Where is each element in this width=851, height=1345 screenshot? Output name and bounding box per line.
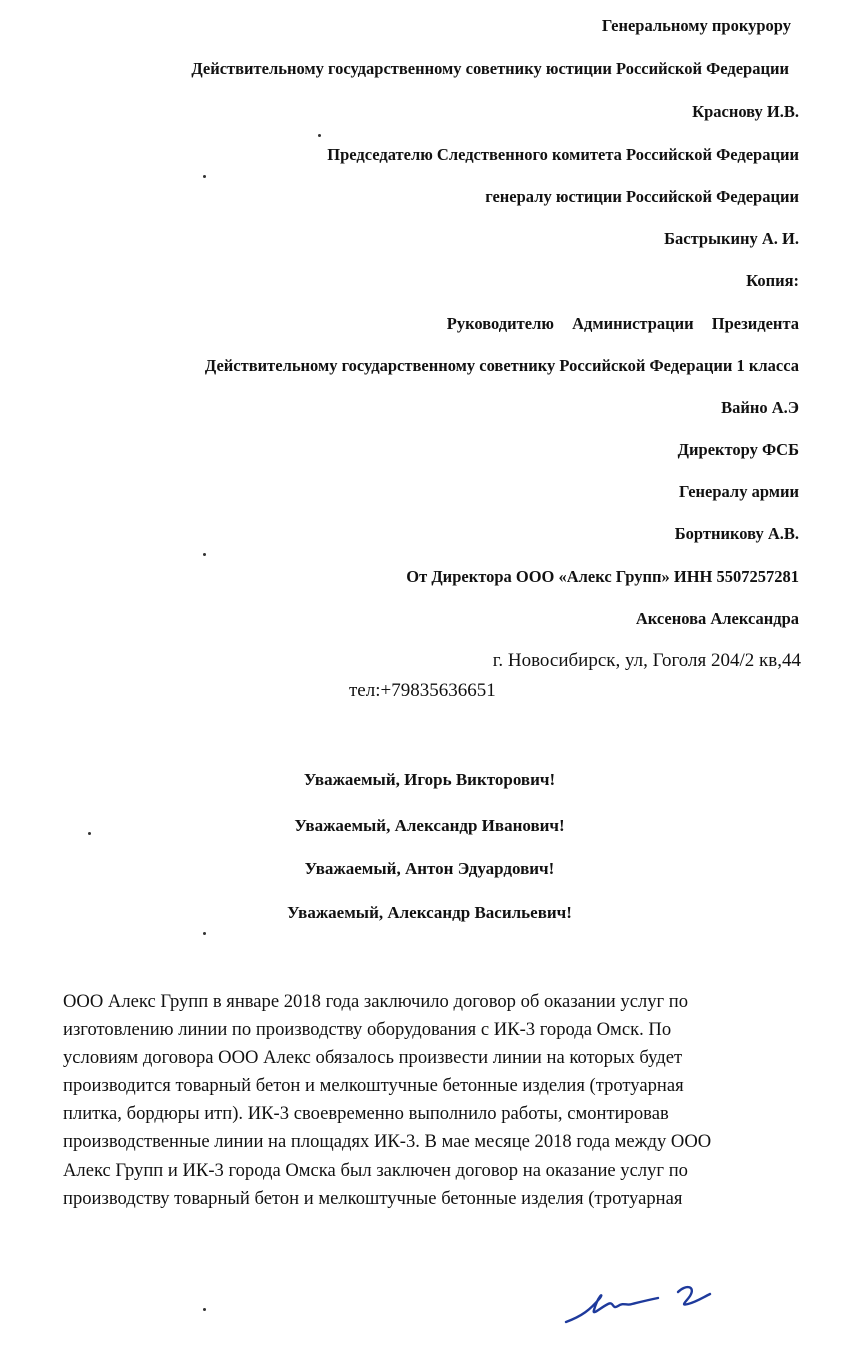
body-line: плитка, бордюры итп). ИК-3 своевременно выполнило работы, смонтировав — [63, 1103, 669, 1125]
greeting-line: Уважаемый, Александр Иванович! — [294, 816, 565, 835]
addressee-line: Председателю Следственного комитета Российской Федерации — [327, 145, 799, 164]
sender-address: г. Новосибирск, ул, Гоголя 204/2 кв,44 — [492, 650, 801, 671]
scan-speck — [203, 1308, 206, 1311]
greeting-line: Уважаемый, Антон Эдуардович! — [304, 859, 555, 878]
addressee-line: Вайно А.Э — [721, 398, 799, 417]
addressee-line: Бортникову А.В. — [674, 524, 799, 543]
body-line: Алекс Групп и ИК-3 города Омска был заключен договор на оказание услуг по — [63, 1159, 688, 1181]
body-line: производственные линии на площадях ИК-3. В мае месяце 2018 года между ООО — [63, 1131, 712, 1153]
letter-body — [63, 988, 793, 1213]
scan-speck — [203, 175, 206, 178]
signature-icon — [560, 1270, 720, 1330]
addressee-line: Действительному государственному советнику Российской Федерации 1 класса — [204, 356, 799, 375]
greeting-line: Уважаемый, Александр Васильевич! — [287, 903, 572, 922]
body-line: изготовлению линии по производству оборудования с ИК-3 города Омск. По — [63, 1019, 672, 1041]
sender-name: Аксенова Александра — [635, 609, 799, 628]
sender-phone: тел:+79835636651 — [349, 680, 496, 701]
addressee-line: Руководителю Администрации Президента — [446, 314, 799, 333]
addressee-line: Бастрыкину А. И. — [664, 229, 799, 248]
addressee-line: Генеральному прокурору — [601, 16, 791, 35]
addressee-line: генералу юстиции Российской Федерации — [485, 187, 799, 206]
body-line: ООО Алекс Групп в январе 2018 года заключило договор об оказании услуг по — [63, 991, 689, 1012]
body-line: производится товарный бетон и мелкоштучные бетонные изделия (тротуарная — [63, 1075, 684, 1097]
addressee-line: Действительному государственному советнику юстиции Российской Федерации — [191, 59, 789, 78]
body-line: производству товарный бетон и мелкоштучные бетонные изделия (тротуарная — [63, 1187, 683, 1209]
scan-speck — [88, 832, 91, 835]
scan-speck — [203, 932, 206, 935]
sender-line: От Директора ООО «Алекс Групп» ИНН 5507257281 — [406, 567, 799, 586]
addressee-line: Краснову И.В. — [692, 102, 799, 121]
scan-speck — [203, 553, 206, 556]
greeting-line: Уважаемый, Игорь Викторович! — [303, 770, 556, 789]
addressee-line: Копия: — [746, 271, 799, 290]
scan-speck — [318, 134, 321, 137]
addressee-line: Директору ФСБ — [677, 440, 799, 459]
body-line: условиям договора ООО Алекс обязалось произвести линии на которых будет — [63, 1047, 683, 1069]
addressee-line: Генералу армии — [678, 482, 799, 501]
